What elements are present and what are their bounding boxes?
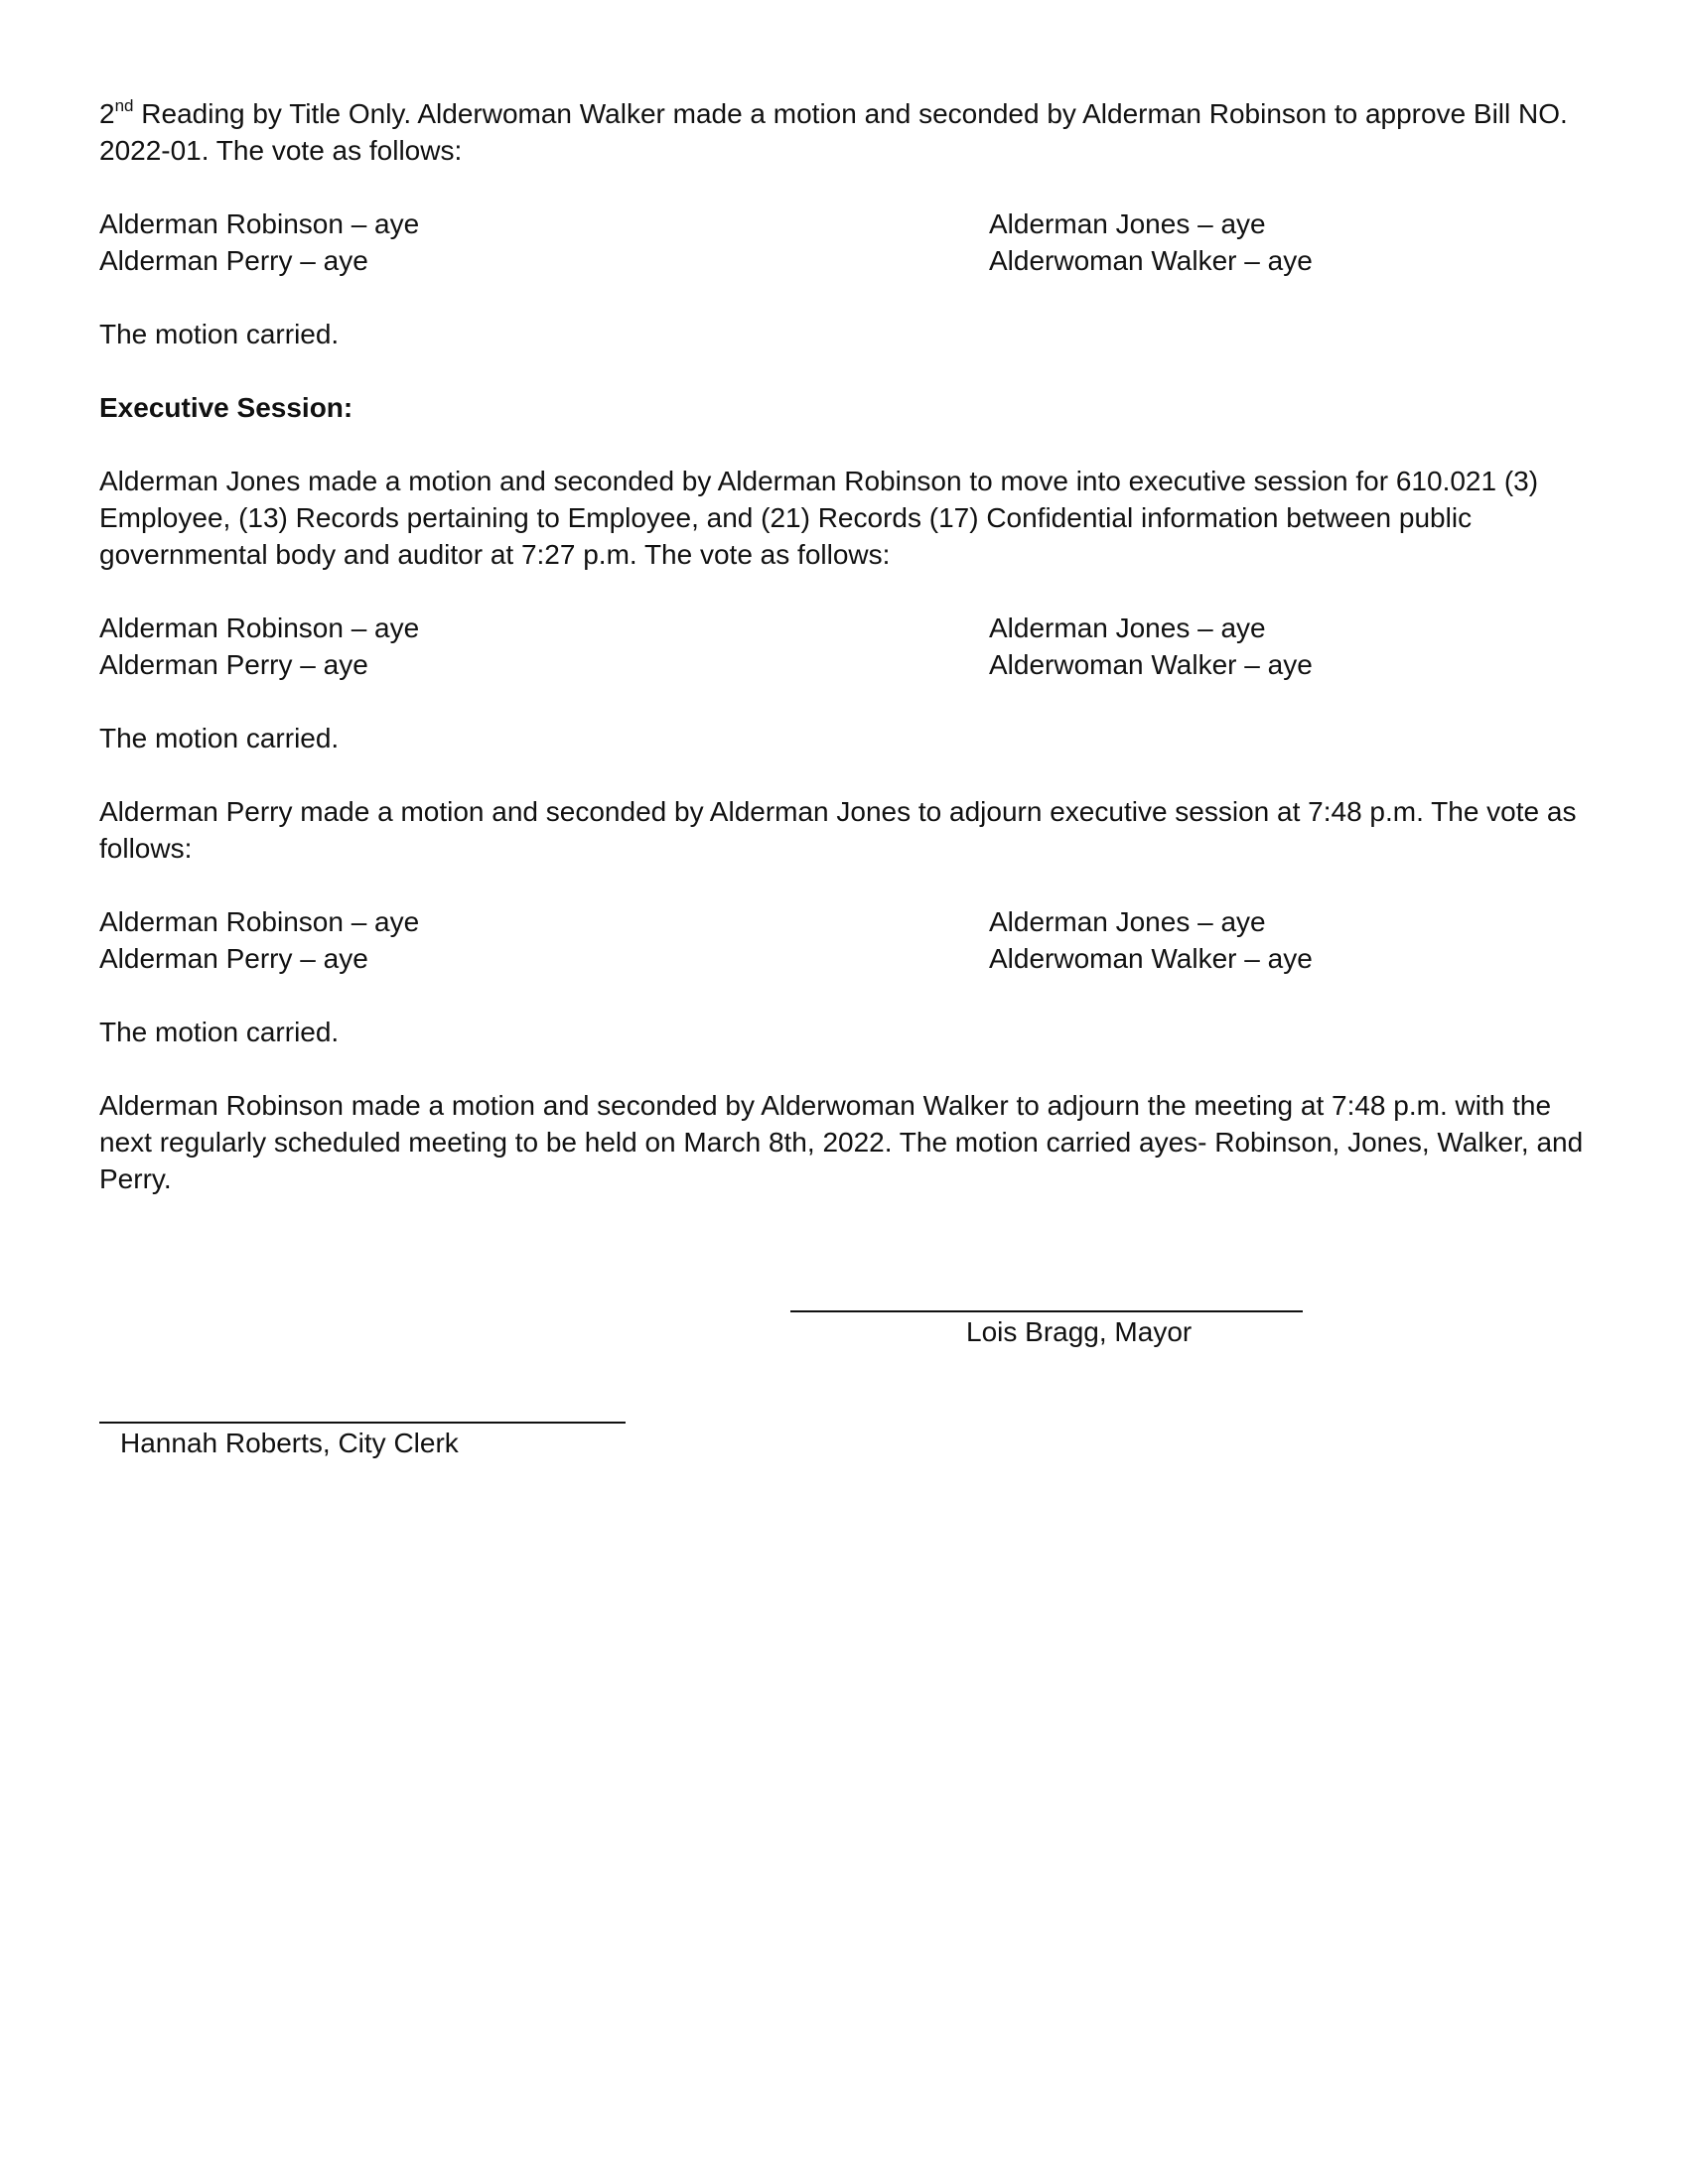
vote-perry: Alderman Perry – aye bbox=[99, 943, 368, 974]
executive-session-vote-roll bbox=[99, 610, 1589, 683]
vote-robinson: Alderman Robinson – aye bbox=[99, 208, 420, 239]
vote-walker: Alderwoman Walker – aye bbox=[989, 649, 1313, 680]
vote-robinson: Alderman Robinson – aye bbox=[99, 613, 420, 643]
mayor-signature-line bbox=[790, 1281, 1303, 1312]
reading-ordinal-suffix: nd bbox=[114, 95, 134, 115]
clerk-signature-line bbox=[99, 1392, 626, 1424]
adjourn-session-motion-text: Alderman Perry made a motion and seconded by Alderman Jones to adjourn executive session at 7:48 p.m. The vote as follows: bbox=[99, 796, 1577, 864]
executive-session-motion-text: Alderman Jones made a motion and seconded by Alderman Robinson to move into executive session for 610.021 (3) Employee, (13) Records pertaining to Employee, and (21) Records (17) Confidential information between public governmental body and auditor at 7:27 p.m. The vote as follows: bbox=[99, 466, 1539, 570]
bill-motion-text: Reading by Title Only. Alderwoman Walker made a motion and seconded by Alderman Robinson to approve Bill NO. 2022-01. The vote as follows: bbox=[99, 98, 1568, 166]
vote-jones: Alderman Jones – aye bbox=[989, 613, 1266, 643]
vote-perry: Alderman Perry – aye bbox=[99, 649, 368, 680]
clerk-signature-block bbox=[99, 1392, 626, 1461]
vote-walker: Alderwoman Walker – aye bbox=[989, 245, 1313, 276]
clerk-name: Hannah Roberts, City Clerk bbox=[120, 1428, 459, 1458]
mayor-signature-block bbox=[790, 1281, 1307, 1350]
vote-jones: Alderman Jones – aye bbox=[989, 208, 1266, 239]
mayor-name: Lois Bragg, Mayor bbox=[966, 1316, 1193, 1347]
bill-motion-result: The motion carried. bbox=[99, 319, 340, 349]
reading-ordinal: 2 bbox=[99, 98, 115, 129]
vote-robinson: Alderman Robinson – aye bbox=[99, 906, 420, 937]
vote-jones: Alderman Jones – aye bbox=[989, 906, 1266, 937]
minutes-page bbox=[99, 95, 1589, 1234]
bill-reading-paragraph bbox=[99, 95, 1589, 169]
adjourn-session-motion-result: The motion carried. bbox=[99, 1017, 340, 1047]
vote-walker: Alderwoman Walker – aye bbox=[989, 943, 1313, 974]
vote-perry: Alderman Perry – aye bbox=[99, 245, 368, 276]
bill-vote-roll bbox=[99, 205, 1589, 279]
adjourn-session-vote-roll bbox=[99, 903, 1589, 977]
executive-session-heading: Executive Session: bbox=[99, 392, 353, 423]
executive-session-motion-result: The motion carried. bbox=[99, 723, 340, 753]
adjournment-paragraph: Alderman Robinson made a motion and seconded by Alderwoman Walker to adjourn the meeting at 7:48 p.m. with the next regularly scheduled meeting to be held on March 8th, 2022. The motion carried ayes- Robinson, Jones, Walker, and Perry. bbox=[99, 1090, 1584, 1194]
